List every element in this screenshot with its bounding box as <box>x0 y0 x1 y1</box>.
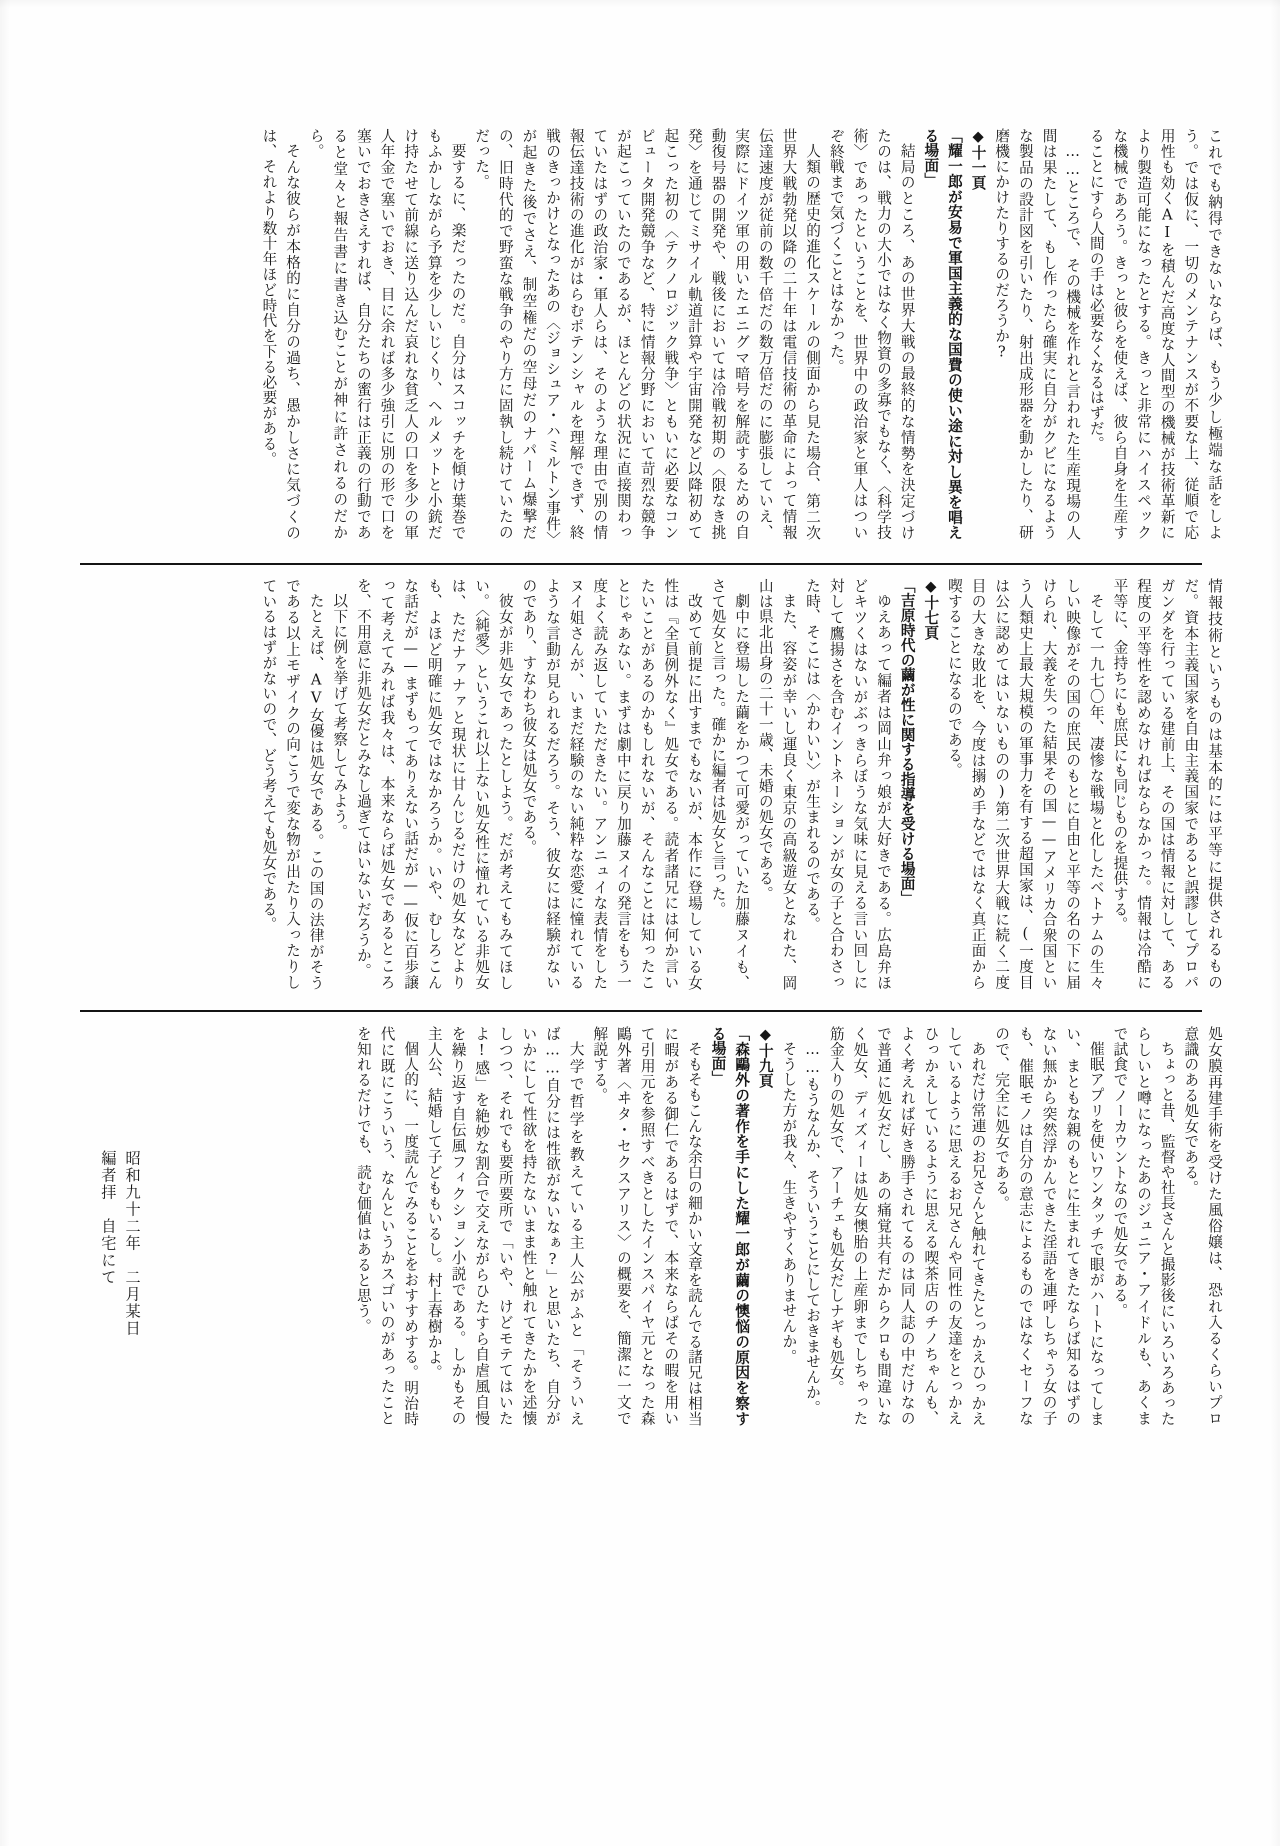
section-1-heading-title: 「耀一郎が安易で軍国主義的な国費の使い途に対し異を唱える場面」 <box>922 128 963 540</box>
section-3-paragraph-6: そうした方が我々、生きやすくありませんか。 <box>780 1040 798 1365</box>
section-3-paragraph-7: そもそもこんな余白の細かい文章を読んでる諸兄は相当に暇がある御仁であるはずで、本来ならばその暇を用いて引用元を参照すべきとしたインスパイヤ元となった森鷗外著〈ヰタ・セクスアリス〉の概要を、簡潔に一文で解説する。 <box>591 1026 703 1426</box>
signature-author: 編者拝 自宅にて <box>99 1150 118 1287</box>
diamond-bullet-icon: ◆ <box>756 1026 774 1044</box>
section-3-paragraph-1: 処女膜再建手術を受けた風俗嬢は、恐れ入るくらいプロ意識のある処女である。 <box>1182 1026 1223 1426</box>
section-1-page-ref: 十一頁 <box>969 145 987 190</box>
section-divider-1 <box>80 563 1202 565</box>
section-1-paragraph-6: そんな彼らが本格的に自分の過ち、愚かしさに気づくのは、それより数十年ほど時代を下る必要がある。 <box>260 128 302 540</box>
section-3-heading <box>706 1026 777 1426</box>
section-divider-2 <box>80 1010 1202 1012</box>
diamond-bullet-icon: ◆ <box>922 578 940 596</box>
page-edge-shading-top <box>0 0 1280 8</box>
afterword-section-1 <box>64 128 1226 540</box>
diamond-bullet-icon: ◆ <box>969 128 987 146</box>
section-2-paragraph-6: 改めて前提に出すまでもないが、本作に登場している女性は『全員例外なく』処女である。読者諸兄には何か言いたいことがあるのかもしれないが、そんなことは知ったことじゃあない。まずは劇中に戻り加藤ヌイの発言をもう一度よく読み返していただきたい。アンニュイな表情をしたヌイ姐さんが、いまだ経験のない純粋な恋愛に憧れているような言動が見られるだろう。そう、彼女には経験がないのであり、すなわち彼女は処女である。 <box>520 578 703 990</box>
section-2-page-ref: 十七頁 <box>922 595 940 640</box>
section-1-paragraph-2: ……ところで、その機械を作れと言われた生産現場の人間は果たして、もし作ったら確実に自分がクビになるような製品の設計図を引いたり、射出成形器を動かしたり、研磨機にかけたりするのだろうか? <box>993 128 1082 540</box>
section-1-heading <box>919 128 990 540</box>
section-3-paragraph-2: ちょっと昔、監督や社長さんと撮影後にいろいろあったらしいと噂になったあのジュニア・アイドルも、あくまで試食でノーカウントなので処女である。 <box>1111 1026 1176 1426</box>
section-2-paragraph-4: また、容姿が幸いし運良く東京の高級遊女となれた、岡山は県北出身の二十一歳、未婚の処女である。 <box>756 578 798 990</box>
section-2-paragraph-1: 情報技術というものは基本的には平等に提供されるものだ。資本主義国家を自由主義国家であると誤謬してプロパガンダを行っている建前上、その国は情報に対して、ある程度の平等性を認めなければならなかった。情報は冷酷に平等に、金持ちにも庶民にも同じものを提供する。 <box>1111 578 1223 990</box>
section-1-paragraph-4: 人類の歴史的進化スケールの側面から見た場合、第二次世界大戦勃発以降の二十年は電信技術の革命によって情報伝達速度が従前の数千倍だの数万倍だのに膨張していえ、実際にドイツ軍の用いたエニグマ暗号を解読するための自動復号器の開発や、戦後においては冷戦初期の〈限なき挑発〉を通じてミサイル軌道計算や宇宙開発など以降初めて起こった初の〈テクノロジック戦争〉ともいに必要なコンピュータ開発競争など、特に情報分野において苛烈な競争が起こっていたのであるが、ほとんどの状況に直接関わっていたはずの政治家・軍人らは、そのような理由で別の情報伝達技術の進化がはらむポテンシャルを理解できず、終戦のきっかけとなったあの〈ジョシュア・ハミルトン事件〉が起きた後でさえ、制空権だの空母だのナパーム爆撃だの、旧時代的で野蛮な戦争のやり方に固執し続けていたのだった。 <box>473 128 822 540</box>
section-2-paragraph-3: ゆえあって編者は岡山弁っ娘が大好きである。広島弁ほどキツくはないがぶっきらぼうな気味に見える言い回しに対して鷹揚さを含むイントネーションが女の子と合わさった時、そこには〈かわいい〉が生まれるのである。 <box>804 578 893 990</box>
section-3-heading-title: 「森鷗外の著作を手にした耀一郎が繭の懊悩の原因を察する場面」 <box>709 1026 751 1426</box>
section-2-heading-title: 「吉原時代の繭が性に関する指導を受ける場面」 <box>898 578 916 906</box>
section-2-heading <box>895 578 942 990</box>
section-3-paragraph-4: あれだけ常連のお兄さんと触れてきたとっかえひっかえしているように思えるお兄さんや同性の友達をとっかえひっかえしているように思える喫茶店のチノちゃんも、よく考えれば好き勝手されてるのは同人誌の中だけなので普通に処女だし、あの痛覚共有だからクロも間違いなく処女、ディズィーは処女懊胎の上産卵までしちゃった筋金入りの処女で、アーチェも処女だしナギも処女。 <box>827 1026 987 1426</box>
section-3-paragraph-5: ……もうなんか、そういうことにしておきませんか。 <box>804 1040 822 1416</box>
afterword-section-2 <box>64 578 1226 990</box>
section-1-paragraph-3: 結局のところ、あの世界大戦の最終的な情勢を決定づけたのは、戦力の大小ではなく物資の多寡でもなく、〈科学技術〉であったということを、世界中の政治家と軍人はついぞ終戦まで気づくことはなかった。 <box>827 128 916 540</box>
section-2-paragraph-5: 劇中に登場した繭をかつて可愛がっていた加藤ヌイも、さて処女と言った。確かに編者は処女と言った。 <box>709 578 751 990</box>
afterword-section-3 <box>64 1026 1226 1426</box>
signature-block <box>96 1150 145 1570</box>
section-1-paragraph-1: これでも納得できないならば、もう少し極端な話をしよう。では仮に、一切のメンテナンスが不要な上、従順で応用性も効くAIを積んだ高度な人間型の機械が技術革新により製造可能になったとする。きっと非常にハイスペックな機械であろう。きっと彼らを使えば、彼ら自身を生産することにすら人間の手は必要なくなるはずだ。 <box>1087 128 1223 540</box>
section-2-paragraph-8: 以下に例を挙げて考察してみよう。 <box>331 592 349 840</box>
section-3-paragraph-8: 大学で哲学を教えている主人公がふと「そういえば……自分には性欲がないなぁ?」と思いたち、自分がいかにして性欲を持たないまま性と触れてきたかを述懐しつつ、それでも要所要所で「いや、けどモテてはいたよ!感」を絶妙な割合で交えながらひたすら自虐風自慢を繰り返す自伝風フィクション小説である。しかもその主人公、結婚して子どももいるし。村上春樹かよ。 <box>425 1026 585 1426</box>
section-3-page-ref: 十九頁 <box>756 1043 774 1088</box>
section-2-paragraph-7: 彼女が非処女であったとしよう。だが考えてもみてほしい。〈純愛〉というこれ以上ない処女性に憧れている非処女は、ただナァナァと現状に甘んじるだけの処女などよりも、よほど明確に処女ではなかろうか。いや、むしろこんな話だが——まずもってありえない話だが——仮に百歩譲って考えてみれば我々は、本来ならば処女であるところを、不用意に非処女だとみなし過ぎてはいないだろうか。 <box>354 578 514 990</box>
section-3-paragraph-9: 個人的に、一度読んでみることをおすすめする。明治時代に既にこういう、なんというかスゴいのがあったことを知れるだけでも、読む価値はあると思う。 <box>354 1026 420 1426</box>
signature-date: 昭和九十二年 二月某日 <box>123 1150 142 1338</box>
page-edge-shading-left <box>0 0 10 1846</box>
page-edge-shading-right <box>1270 0 1280 1846</box>
section-3-paragraph-3: 催眠アプリを使いワンタッチで眼がハートになってしまい、まともな親のもとに生まれてきたならば知るはずのない無から突然浮かんできた淫語を連呼しちゃう女の子も、催眠モノは自分の意志によるものではなくセーフなので、完全に処女である。 <box>993 1026 1105 1426</box>
section-1-paragraph-5: 要するに、楽だったのだ。自分はスコッチを傾け葉巻でもふかしながら予算を少しいじくり、ヘルメットと小銃だけ持たせて前線に送り込んだ哀れな貧乏人の口を多少の軍人年金で塞いでおき、目に余れば多少強引に別の形で口を塞いでおきさえすれば、自分たちの蜜行は正義の行動であると堂々と報告書に書き込むことが神に許されるのだから。 <box>307 128 467 540</box>
section-2-paragraph-9: たとえば、AV女優は処女である。この国の法律がそうである以上モザイクの向こうで変な物が出たり入ったりしているはずがないので、どう考えても処女である。 <box>260 578 325 990</box>
section-2-paragraph-2: そして一九七〇年、凄惨な戦場と化したベトナムの生々しい映像がその国の庶民のもとに自由と平等の名の下に届けられ、大義を失った結果その国——アメリカ合衆国という人類史上最大規模の軍事力を有する超国家は、(一度目は公に認めてはいないものの)第二次世界大戦に続く二度目の大きな敗北を、今度は搦め手などではなく真正面から喫することになるのである。 <box>945 578 1105 990</box>
